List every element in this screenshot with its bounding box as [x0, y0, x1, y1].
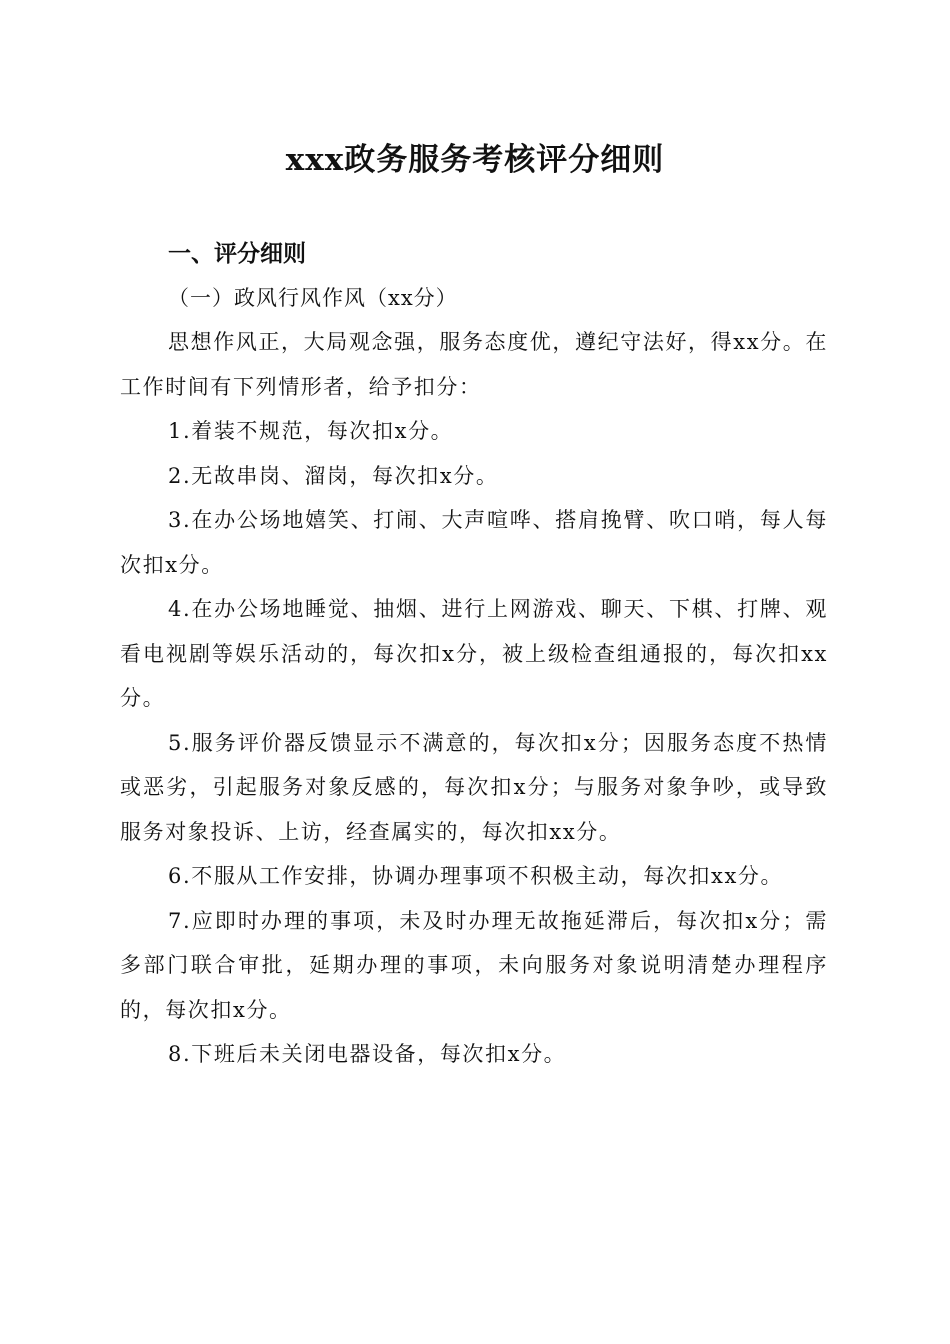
subsection-heading: （一）政风行风作风（xx分）: [168, 286, 458, 310]
paragraph-item-2: 2.无故串岗、溜岗，每次扣x分。: [168, 463, 499, 488]
paragraph-item-7: 7.应即时办理的事项，未及时办理无故拖延滞后，每次扣x分；需多部门联合审批，延期办理的事项，未向服务对象说明清楚办理程序的，每次扣x分。: [120, 908, 828, 1022]
paragraph-item-1: 1.着装不规范，每次扣x分。: [168, 419, 454, 443]
paragraph-item-8: 8.下班后未关闭电器设备，每次扣x分。: [168, 1042, 567, 1066]
document-body: [120, 232, 828, 1077]
paragraph-item-4: 4.在办公场地睡觉、抽烟、进行上网游戏、聊天、下棋、打牌、观看电视剧等娱乐活动的，每次扣x分，被上级检查组通报的，每次扣xx分。: [120, 597, 828, 710]
paragraph-item-6: 6.不服从工作安排，协调办理事项不积极主动，每次扣xx分。: [168, 864, 784, 888]
paragraph-intro: 思想作风正，大局观念强，服务态度优，遵纪守法好，得xx分。在工作时间有下列情形者，给予扣分：: [120, 330, 828, 399]
paragraph-item-3: 3.在办公场地嬉笑、打闹、大声喧哗、搭肩挽臂、吹口哨，每人每次扣x分。: [120, 508, 828, 577]
paragraph-item-5: 5.服务评价器反馈显示不满意的，每次扣x分；因服务态度不热情或恶劣，引起服务对象反感的，每次扣x分；与服务对象争吵，或导致服务对象投诉、上访，经查属实的，每次扣xx分。: [120, 730, 828, 844]
section-heading: 一、评分细则: [168, 241, 306, 267]
document-title: xxx政务服务考核评分细则: [285, 142, 665, 178]
